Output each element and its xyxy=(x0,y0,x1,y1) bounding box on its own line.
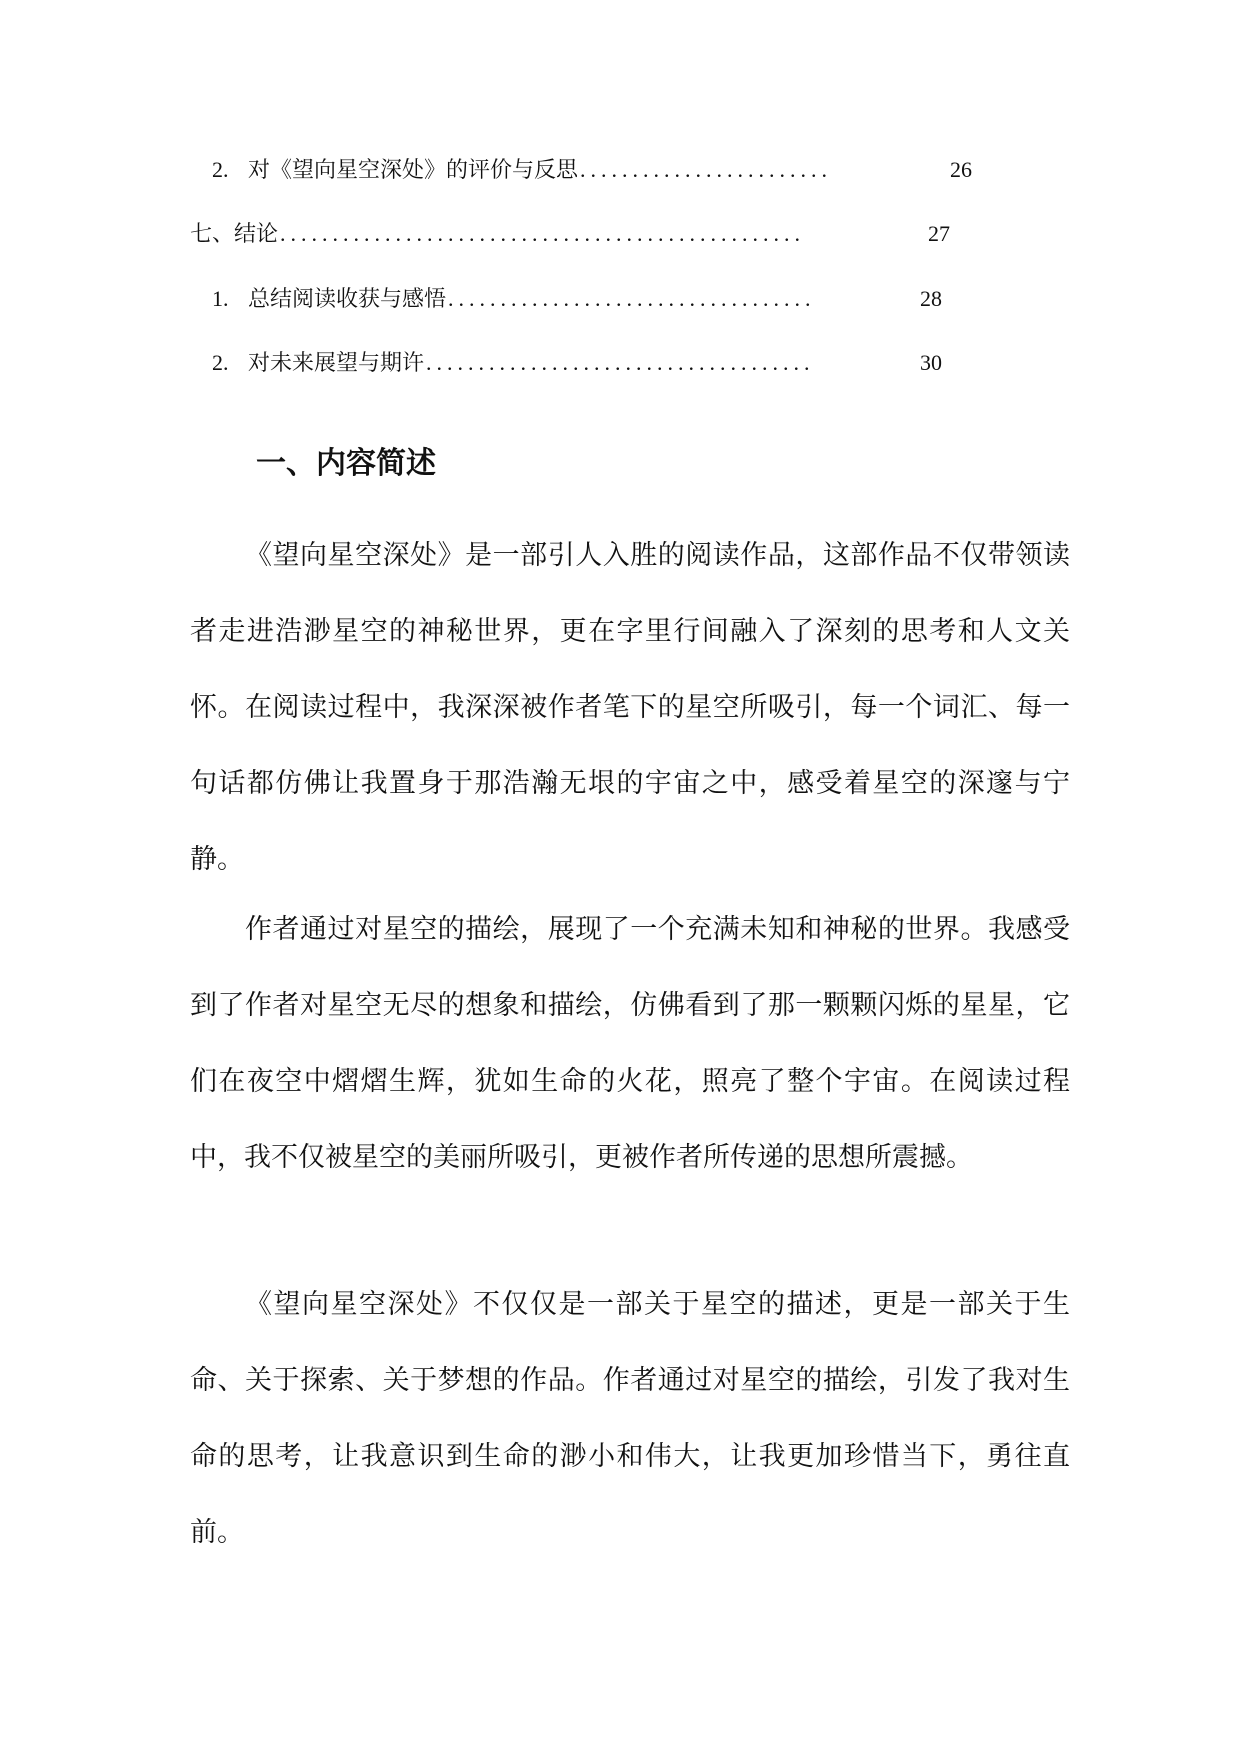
toc-entry-number: 1. xyxy=(212,286,229,311)
toc-entry-title: 七、结论 xyxy=(190,222,279,247)
body-paragraph: 《望向星空深处》不仅仅是一部关于星空的描述，更是一部关于生命、关于探索、关于梦想的作品。作者通过对星空的描绘，引发了我对生命的思考，让我意识到生命的渺小和伟大，让我更加珍惜当下，勇往直前。 xyxy=(190,1289,1070,1548)
toc-leader-dots: ..................................... xyxy=(426,350,815,375)
toc-entry[interactable] xyxy=(212,343,942,383)
toc-leader-dots: ........................ xyxy=(580,157,833,182)
body-paragraph: 作者通过对星空的描绘，展现了一个充满未知和神秘的世界。我感受到了作者对星空无尽的想象和描绘，仿佛看到了那一颗颗闪烁的星星，它们在夜空中熠熠生辉，犹如生命的火花，照亮了整个宇宙。在阅读过程中，我不仅被星空的美丽所吸引，更被作者所传递的思想所震撼。 xyxy=(190,914,1070,1173)
toc-leader-dots: .................................................. xyxy=(280,221,806,246)
toc-entry-page: 27 xyxy=(928,221,950,246)
toc-entry-title: 对《望向星空深处》的评价与反思 xyxy=(248,158,579,183)
toc-entry-number: 2. xyxy=(212,157,229,182)
toc-entry-title: 对未来展望与期许 xyxy=(248,351,425,376)
body-paragraph: 《望向星空深处》是一部引人入胜的阅读作品，这部作品不仅带领读者走进浩渺星空的神秘世界，更在字里行间融入了深刻的思考和人文关怀。在阅读过程中，我深深被作者笔下的星空所吸引，每一个词汇、每一句话都仿佛让我置身于那浩瀚无垠的宇宙之中，感受着星空的深邃与宁静。 xyxy=(190,540,1070,875)
toc-entry[interactable] xyxy=(190,214,950,254)
toc-entry[interactable] xyxy=(212,279,942,319)
toc-leader-dots: ................................... xyxy=(448,286,816,311)
toc-entry-page: 28 xyxy=(920,286,942,311)
toc-entry[interactable] xyxy=(212,150,972,190)
toc-entry-number: 2. xyxy=(212,350,229,375)
toc-entry-page: 30 xyxy=(920,350,942,375)
toc-entry-page: 26 xyxy=(950,157,972,182)
toc-entry-title: 总结阅读收获与感悟 xyxy=(248,287,447,312)
section-heading: 一、内容简述 xyxy=(256,446,436,481)
